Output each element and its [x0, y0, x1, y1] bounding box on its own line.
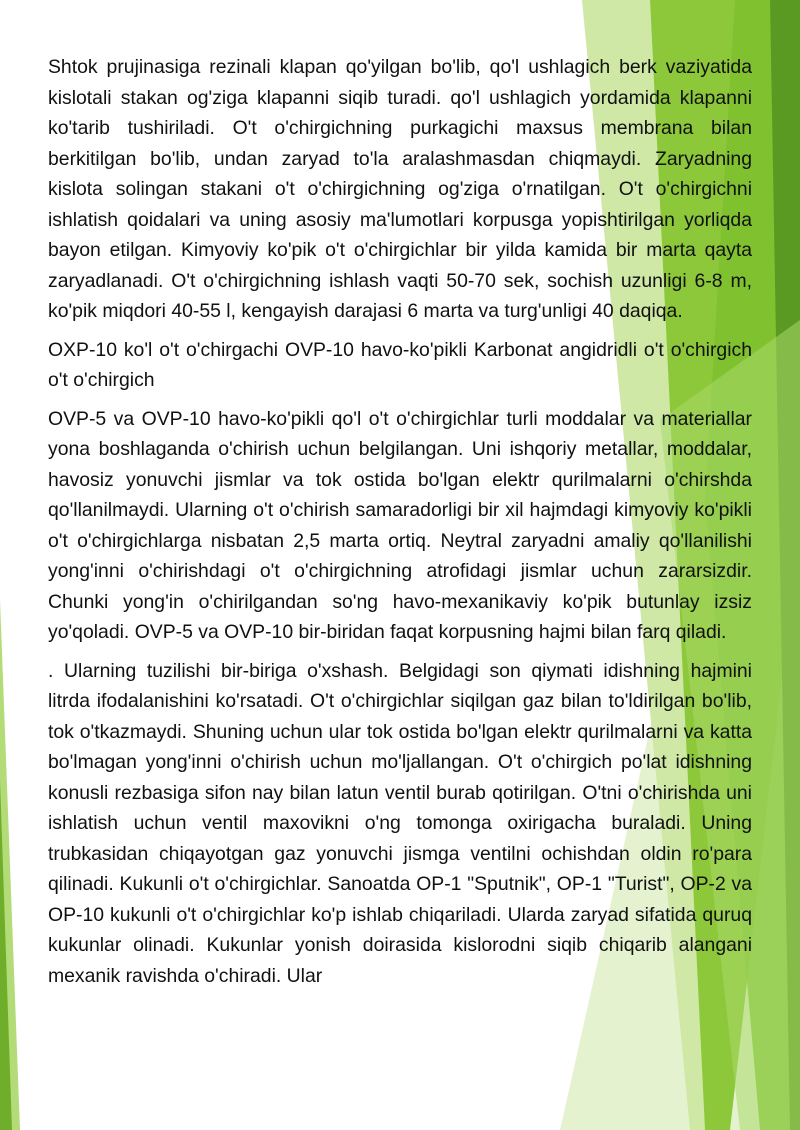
paragraph-3: OVP-5 va OVP-10 havo-ko'pikli qo'l o't o'chirgichlar turli moddalar va materiallar yona boshlaganda o'chirish uchun belgilangan. Uni ishqoriy metallar, moddalar, havosiz yonuvchi jismlar va tok ostida bo'lgan elektr qurilmalarni o'chirshda qo'llanilmaydi. Ularning o't o'chirish samaradorligi bir xil hajmdagi kimyoviy ko'pikli o't o'chirgichlarga nisbatan 2,5 marta ortiq. Neytral zaryadni amaliy qo'llanilishi yong'inni o'chirishdagi o't o'chirgichning atrofidagi jismlar uchun zararsizdir. Chunki yong'in o'chirilgandan so'ng havo-mexanikaviy ko'pik butunlay izsiz yo'qoladi. OVP-5 va OVP-10 bir-biridan faqat korpusning hajmi bilan farq qiladi. — [48, 407, 752, 643]
paragraph-4: . Ularning tuzilishi bir-biriga o'xshash. Belgidagi son qiymati idishning hajmini litrda ifodalanishini ko'rsatadi. O't o'chirgichlar siqilgan gaz bilan to'ldirilgan bo'lib, tok o'tkazmaydi. Shuning uchun ular tok ostida bo'lgan elektr qurilmalarni va katta bo'lmagan yong'inni o'chirish uchun mo'ljallangan. O't o'chirgich po'lat idishning konusli rezbasiga sifon nay bilan latun ventil burab qotirilgan. O'tni o'chirishda uni ishlatish uchun ventil maxovikni o'ng tomonga oxirigacha buraladi. Uning trubkasidan chiqayotgan gaz yonuvchi jismga ventilni ochishdan oldin ro'para qilinadi. Kukunli o't o'chirgichlar. Sanoatda OP-1 "Sputnik", OP-1 "Turist", OP-2 va OP-10 kukunli o't o'chirgichlar ko'p ishlab chiqariladi. Ularda zaryad sifatida quruq kukunlar olinadi. Kukunlar yonish doirasida kislorodni siqib chiqarib alangani mexanik ravishda o'chiradi. Ular — [48, 659, 752, 987]
paragraph-2: OXP-10 ko'l o't o'chirgachi OVP-10 havo-ko'pikli Karbonat angidridli o't o'chirgich o't o'chirgich — [48, 338, 752, 391]
document-body — [48, 52, 752, 999]
paragraph-1: Shtok prujinasiga rezinali klapan qo'yilgan bo'lib, qo'l ushlagich berk vaziyatida kislotali stakan og'ziga klapanni siqib turadi. qo'l ushlagich yordamida klapanni ko'tarib tushiriladi. O't o'chirgichning purkagichi maxsus membrana bilan berkitilgan bo'lib, undan zaryad to'la aralashmasdan chiqmaydi. Zaryadning kislota solingan stakani o't o'chirgichning og'ziga o'rnatilgan. O't o'chirgichni ishlatish qoidalari va uning asosiy ma'lumotlari korpusga yopishtirilgan yorliqda bayon etilgan. Kimyoviy ko'pik o't o'chirgichlar bir yilda kamida bir marta qayta zaryadlanadi. O't o'chirgichning ishlash vaqti 50-70 sek, sochish uzunligi 6-8 m, ko'pik miqdori 40-55 l, kengayish darajasi 6 marta va turg'unligi 40 daqiqa. — [48, 56, 752, 322]
